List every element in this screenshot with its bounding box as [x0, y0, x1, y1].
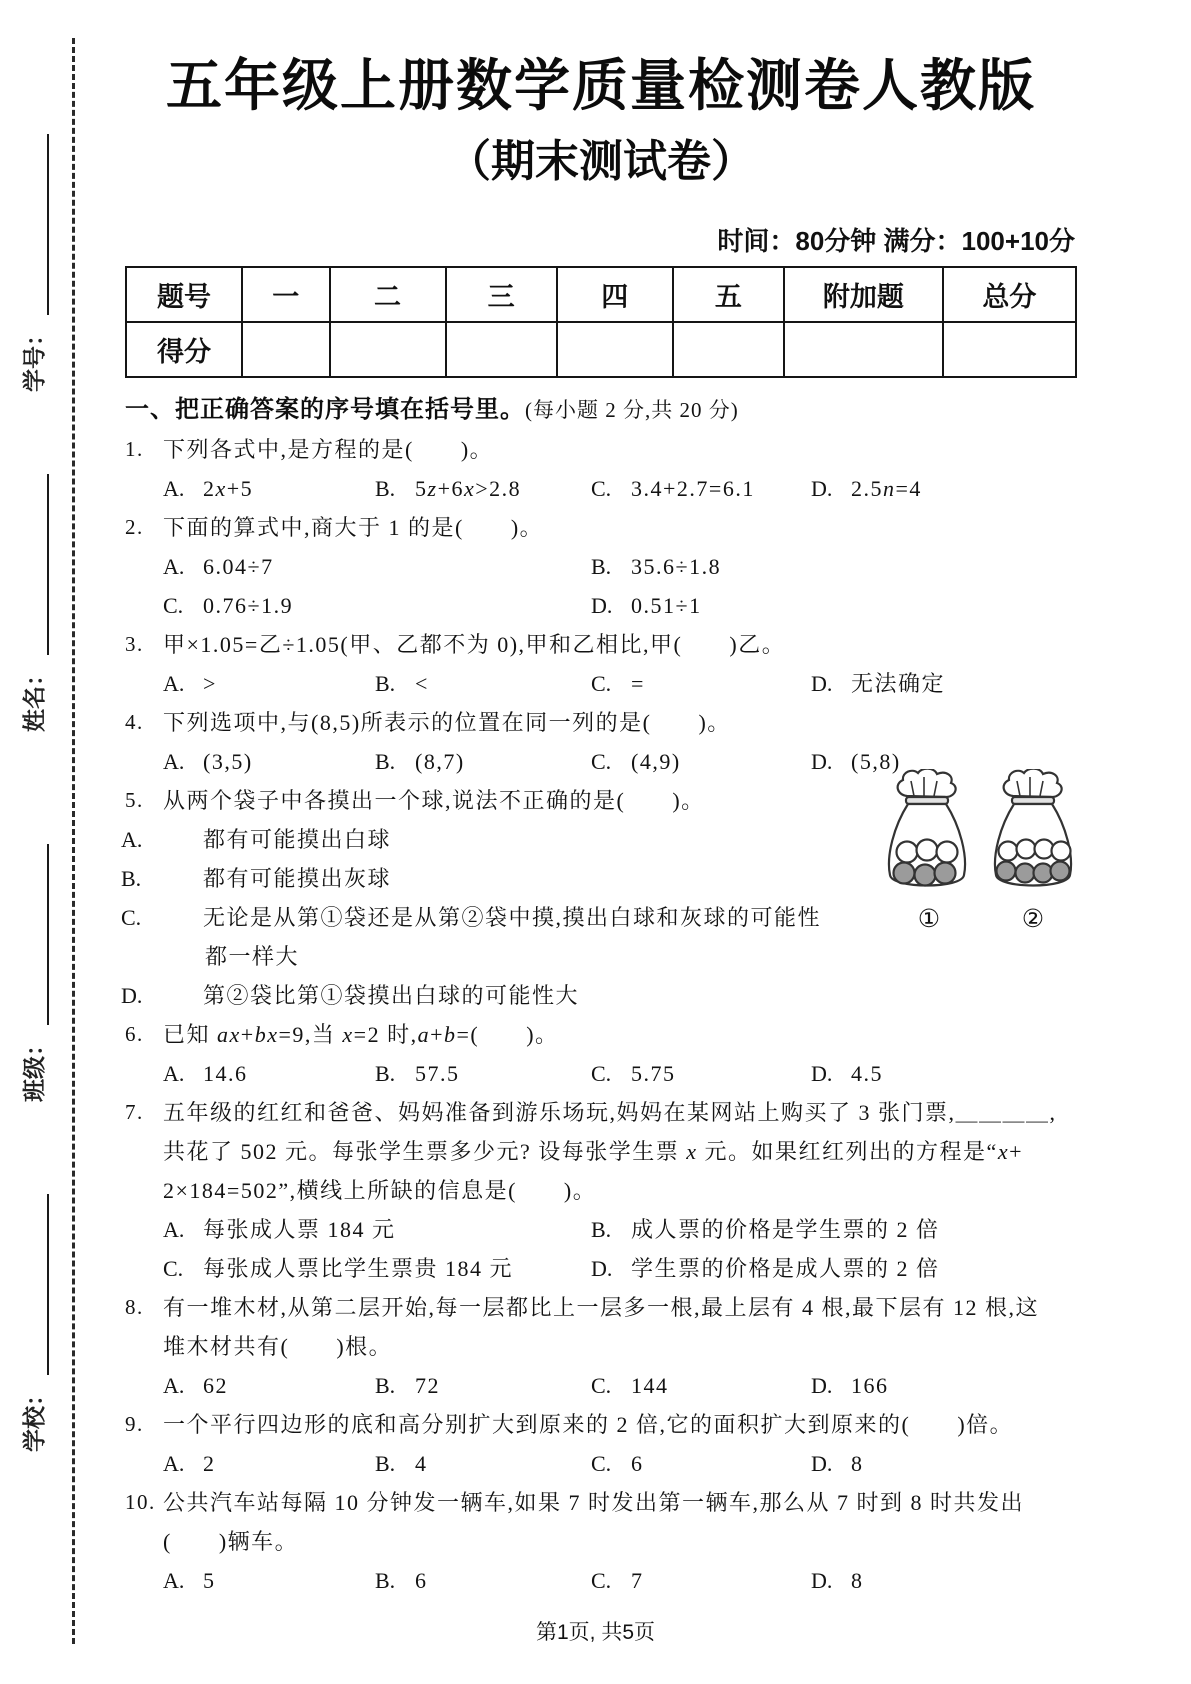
question-list [121, 430, 1077, 1600]
option-b: B. (8,7) [375, 748, 465, 774]
score-header-cell: 总分 [943, 267, 1076, 322]
option-d: D. 第②袋比第①袋摸出白球的可能性大 [121, 982, 580, 1008]
option-a: A. (3,5) [163, 748, 253, 774]
option-c: C. 144 [591, 1372, 669, 1398]
option-a: A. 6.04÷7 [163, 553, 274, 579]
student-id-blank [41, 134, 49, 315]
question-7 [125, 1093, 1077, 1288]
option-text: 每张成人票 184 元 [203, 1216, 396, 1242]
question-5 [121, 781, 1077, 1015]
option-b: B. 4 [375, 1450, 428, 1476]
class-label: 班级： [21, 1033, 47, 1102]
question-number: 2. [125, 514, 144, 539]
bags-figure [877, 769, 1085, 935]
option-text: 4 [415, 1450, 428, 1476]
option-b: B. 都有可能摸出灰球 [121, 865, 392, 891]
score-blank-cell [673, 322, 784, 377]
question-10 [125, 1483, 1077, 1600]
option-b: B. < [375, 670, 429, 696]
option-a: A. 都有可能摸出白球 [121, 826, 392, 852]
option-text: 57.5 [415, 1060, 460, 1086]
name-label: 姓名： [21, 663, 47, 732]
option-d: D. 无法确定 [811, 670, 946, 696]
option-text: 2x+5 [203, 475, 254, 501]
question-2 [125, 508, 1077, 625]
option-d: D. 0.51÷1 [591, 592, 702, 618]
question-3 [125, 625, 1077, 703]
option-text: (4,9) [631, 748, 681, 774]
option-text: 6.04÷7 [203, 553, 274, 579]
options-row [163, 1054, 1077, 1093]
bag-labels [877, 905, 1085, 935]
score-header-cell: 附加题 [784, 267, 943, 322]
question-text: 五年级的红红和爸爸、妈妈准备到游乐场玩,妈妈在某网站上购买了 3 张门票,＿＿＿＿, 共花了 502 元。每张学生票多少元? 设每张学生票 x 元。如果红红列出的方程是“x+ 2×184=502”,横线上所缺的信息是( )。 [163, 1099, 1057, 1203]
question-number: 7. [125, 1099, 144, 1124]
option-c: C. = [591, 670, 645, 696]
name-field [16, 474, 49, 732]
options-row [163, 664, 1077, 703]
option-text: 5 [203, 1567, 216, 1593]
option-a: A. 62 [163, 1372, 228, 1398]
bag2-label: ② [1021, 905, 1045, 933]
question-text: 下列各式中,是方程的是( )。 [163, 436, 494, 462]
question-number: 1. [125, 436, 144, 461]
option-d: D. 学生票的价格是成人票的 2 倍 [591, 1255, 940, 1281]
page-title: 五年级上册数学质量检测卷人教版 [166, 54, 1036, 117]
student-id-field [16, 134, 49, 392]
score-blank-cell [330, 322, 446, 377]
score-blank-cell [784, 322, 943, 377]
option-d: D. 166 [811, 1372, 889, 1398]
question-8 [125, 1288, 1077, 1405]
question-number: 5. [125, 787, 144, 812]
score-blank-cell [943, 322, 1076, 377]
option-d: D. 4.5 [811, 1060, 883, 1086]
question-number: 8. [125, 1294, 144, 1319]
option-text: 学生票的价格是成人票的 2 倍 [631, 1255, 940, 1281]
school-label: 学校： [21, 1383, 47, 1452]
question-body [163, 430, 1077, 508]
question-body [163, 1093, 1077, 1288]
score-header-cell: 题号 [126, 267, 242, 322]
main-content [121, 54, 1077, 1600]
option-text: (5,8) [851, 748, 901, 774]
option-b: B. 6 [375, 1567, 428, 1593]
section-one-note: (每小题 2 分,共 20 分) [525, 397, 739, 422]
score-header-cell: 五 [673, 267, 784, 322]
option-b: B. 35.6÷1.8 [591, 553, 722, 579]
option-text: 都有可能摸出白球 [203, 826, 392, 852]
option-text: 7 [631, 1567, 644, 1593]
two-bags-illustration [877, 769, 1085, 891]
option-c: C. 无论是从第①袋还是从第②袋中摸,摸出白球和灰球的可能性 都一样大 [121, 904, 822, 969]
question-number: 6. [125, 1021, 144, 1046]
bag1-label: ① [917, 905, 941, 933]
option-text: 都有可能摸出灰球 [203, 865, 392, 891]
score-table [125, 266, 1077, 378]
question-1 [125, 430, 1077, 508]
question-6 [125, 1015, 1077, 1093]
score-blank-cell [557, 322, 673, 377]
option-a: A. 2x+5 [163, 475, 254, 501]
option-c: C. 3.4+2.7=6.1 [591, 475, 755, 501]
option-text: 0.76÷1.9 [203, 592, 294, 618]
question-text: 有一堆木材,从第二层开始,每一层都比上一层多一根,最上层有 4 根,最下层有 12 根,这 堆木材共有( )根。 [163, 1294, 1040, 1359]
class-blank [41, 844, 49, 1025]
option-text: 8 [851, 1567, 864, 1593]
option-d: D. 8 [811, 1450, 864, 1476]
options-grid [163, 1210, 1077, 1288]
section-one-heading [125, 394, 1077, 426]
score-header-cell: 一 [242, 267, 330, 322]
question-number: 10. [125, 1489, 156, 1514]
options-row [163, 1366, 1077, 1405]
option-text: > [203, 670, 217, 696]
option-c: C. 每张成人票比学生票贵 184 元 [163, 1255, 514, 1281]
option-b: B. 成人票的价格是学生票的 2 倍 [591, 1216, 940, 1242]
question-number: 3. [125, 631, 144, 656]
score-blank-cell [242, 322, 330, 377]
option-text: (3,5) [203, 748, 253, 774]
option-a: A. 每张成人票 184 元 [163, 1216, 396, 1242]
question-number: 4. [125, 709, 144, 734]
options-row [163, 1561, 1077, 1600]
question-body [121, 781, 1077, 1015]
option-text: 14.6 [203, 1060, 248, 1086]
question-body [163, 1015, 1077, 1093]
option-c: C. 7 [591, 1567, 644, 1593]
question-body [163, 1288, 1077, 1405]
question-text: 从两个袋子中各摸出一个球,说法不正确的是( )。 [163, 787, 705, 813]
option-c: C. 6 [591, 1450, 644, 1476]
option-text: 2 [203, 1450, 216, 1476]
option-text: 72 [415, 1372, 440, 1398]
option-text: 62 [203, 1372, 228, 1398]
class-field [16, 844, 49, 1102]
option-d: D. 8 [811, 1567, 864, 1593]
option-d: D. (5,8) [811, 748, 901, 774]
question-number: 9. [125, 1411, 144, 1436]
time-score-info: 时间：80分钟 满分：100+10分 [717, 225, 1075, 256]
option-b: B. 57.5 [375, 1060, 460, 1086]
options-grid [163, 547, 1077, 625]
question-9 [125, 1405, 1077, 1483]
binding-dashed-line [72, 38, 75, 1644]
option-text: = [631, 670, 645, 696]
score-table-header-row [126, 267, 1076, 322]
question-body [163, 1483, 1077, 1600]
option-text: 成人票的价格是学生票的 2 倍 [631, 1216, 940, 1242]
question-body [163, 625, 1077, 703]
option-c: C. 5.75 [591, 1060, 676, 1086]
question-body [163, 1405, 1077, 1483]
option-text: 6 [631, 1450, 644, 1476]
question-text: 下列选项中,与(8,5)所表示的位置在同一列的是( )。 [163, 709, 731, 735]
question-text: 一个平行四边形的底和高分别扩大到原来的 2 倍,它的面积扩大到原来的( )倍。 [163, 1411, 1014, 1437]
name-blank [41, 474, 49, 655]
option-text: 144 [631, 1372, 669, 1398]
option-text: 35.6÷1.8 [631, 553, 722, 579]
section-one-title: 一、把正确答案的序号填在括号里。 [125, 395, 525, 423]
option-text: 4.5 [851, 1060, 883, 1086]
question-text: 下面的算式中,商大于 1 的是( )。 [163, 514, 544, 540]
option-b: B. 5z+6x>2.8 [375, 475, 522, 501]
option-text: 2.5n=4 [851, 475, 922, 501]
option-text: 每张成人票比学生票贵 184 元 [203, 1255, 514, 1281]
score-table-score-row [126, 322, 1076, 377]
option-c: C. (4,9) [591, 748, 681, 774]
score-header-cell: 二 [330, 267, 446, 322]
option-text: 无法确定 [851, 670, 946, 696]
question-text: 甲×1.05=乙÷1.05(甲、乙都不为 0),甲和乙相比,甲( )乙。 [163, 631, 786, 657]
score-blank-cell [446, 322, 557, 377]
question-body [163, 508, 1077, 625]
page-number: 第1页, 共5页 [535, 1621, 656, 1644]
option-a: A. 2 [163, 1450, 216, 1476]
option-a: A. 14.6 [163, 1060, 248, 1086]
option-text: 第②袋比第①袋摸出白球的可能性大 [203, 982, 580, 1008]
option-text: 5.75 [631, 1060, 676, 1086]
school-field [16, 1194, 49, 1452]
option-text: 5z+6x>2.8 [415, 475, 522, 501]
option-text: < [415, 670, 429, 696]
option-c: C. 0.76÷1.9 [163, 592, 294, 618]
option-text: 166 [851, 1372, 889, 1398]
option-text: 3.4+2.7=6.1 [631, 475, 755, 501]
option-text: (8,7) [415, 748, 465, 774]
option-a: A. 5 [163, 1567, 216, 1593]
options-row [163, 469, 1077, 508]
page-subtitle: （期末测试卷） [447, 137, 755, 187]
option-text: 6 [415, 1567, 428, 1593]
options-row [163, 1444, 1077, 1483]
option-d: D. 2.5n=4 [811, 475, 922, 501]
question-text: 已知 ax+bx=9,当 x=2 时,a+b=( )。 [163, 1021, 559, 1047]
score-row-label: 得分 [126, 322, 242, 377]
question-text: 公共汽车站每隔 10 分钟发一辆车,如果 7 时发出第一辆车,那么从 7 时到 8 时共发出 ( )辆车。 [163, 1489, 1025, 1554]
option-text: 无论是从第①袋还是从第②袋中摸,摸出白球和灰球的可能性 都一样大 [203, 904, 822, 969]
option-a: A. > [163, 670, 217, 696]
score-header-cell: 三 [446, 267, 557, 322]
option-text: 0.51÷1 [631, 592, 702, 618]
option-text: 8 [851, 1450, 864, 1476]
option-b: B. 72 [375, 1372, 440, 1398]
student-id-label: 学号： [21, 323, 47, 392]
score-header-cell: 四 [557, 267, 673, 322]
school-blank [41, 1194, 49, 1375]
